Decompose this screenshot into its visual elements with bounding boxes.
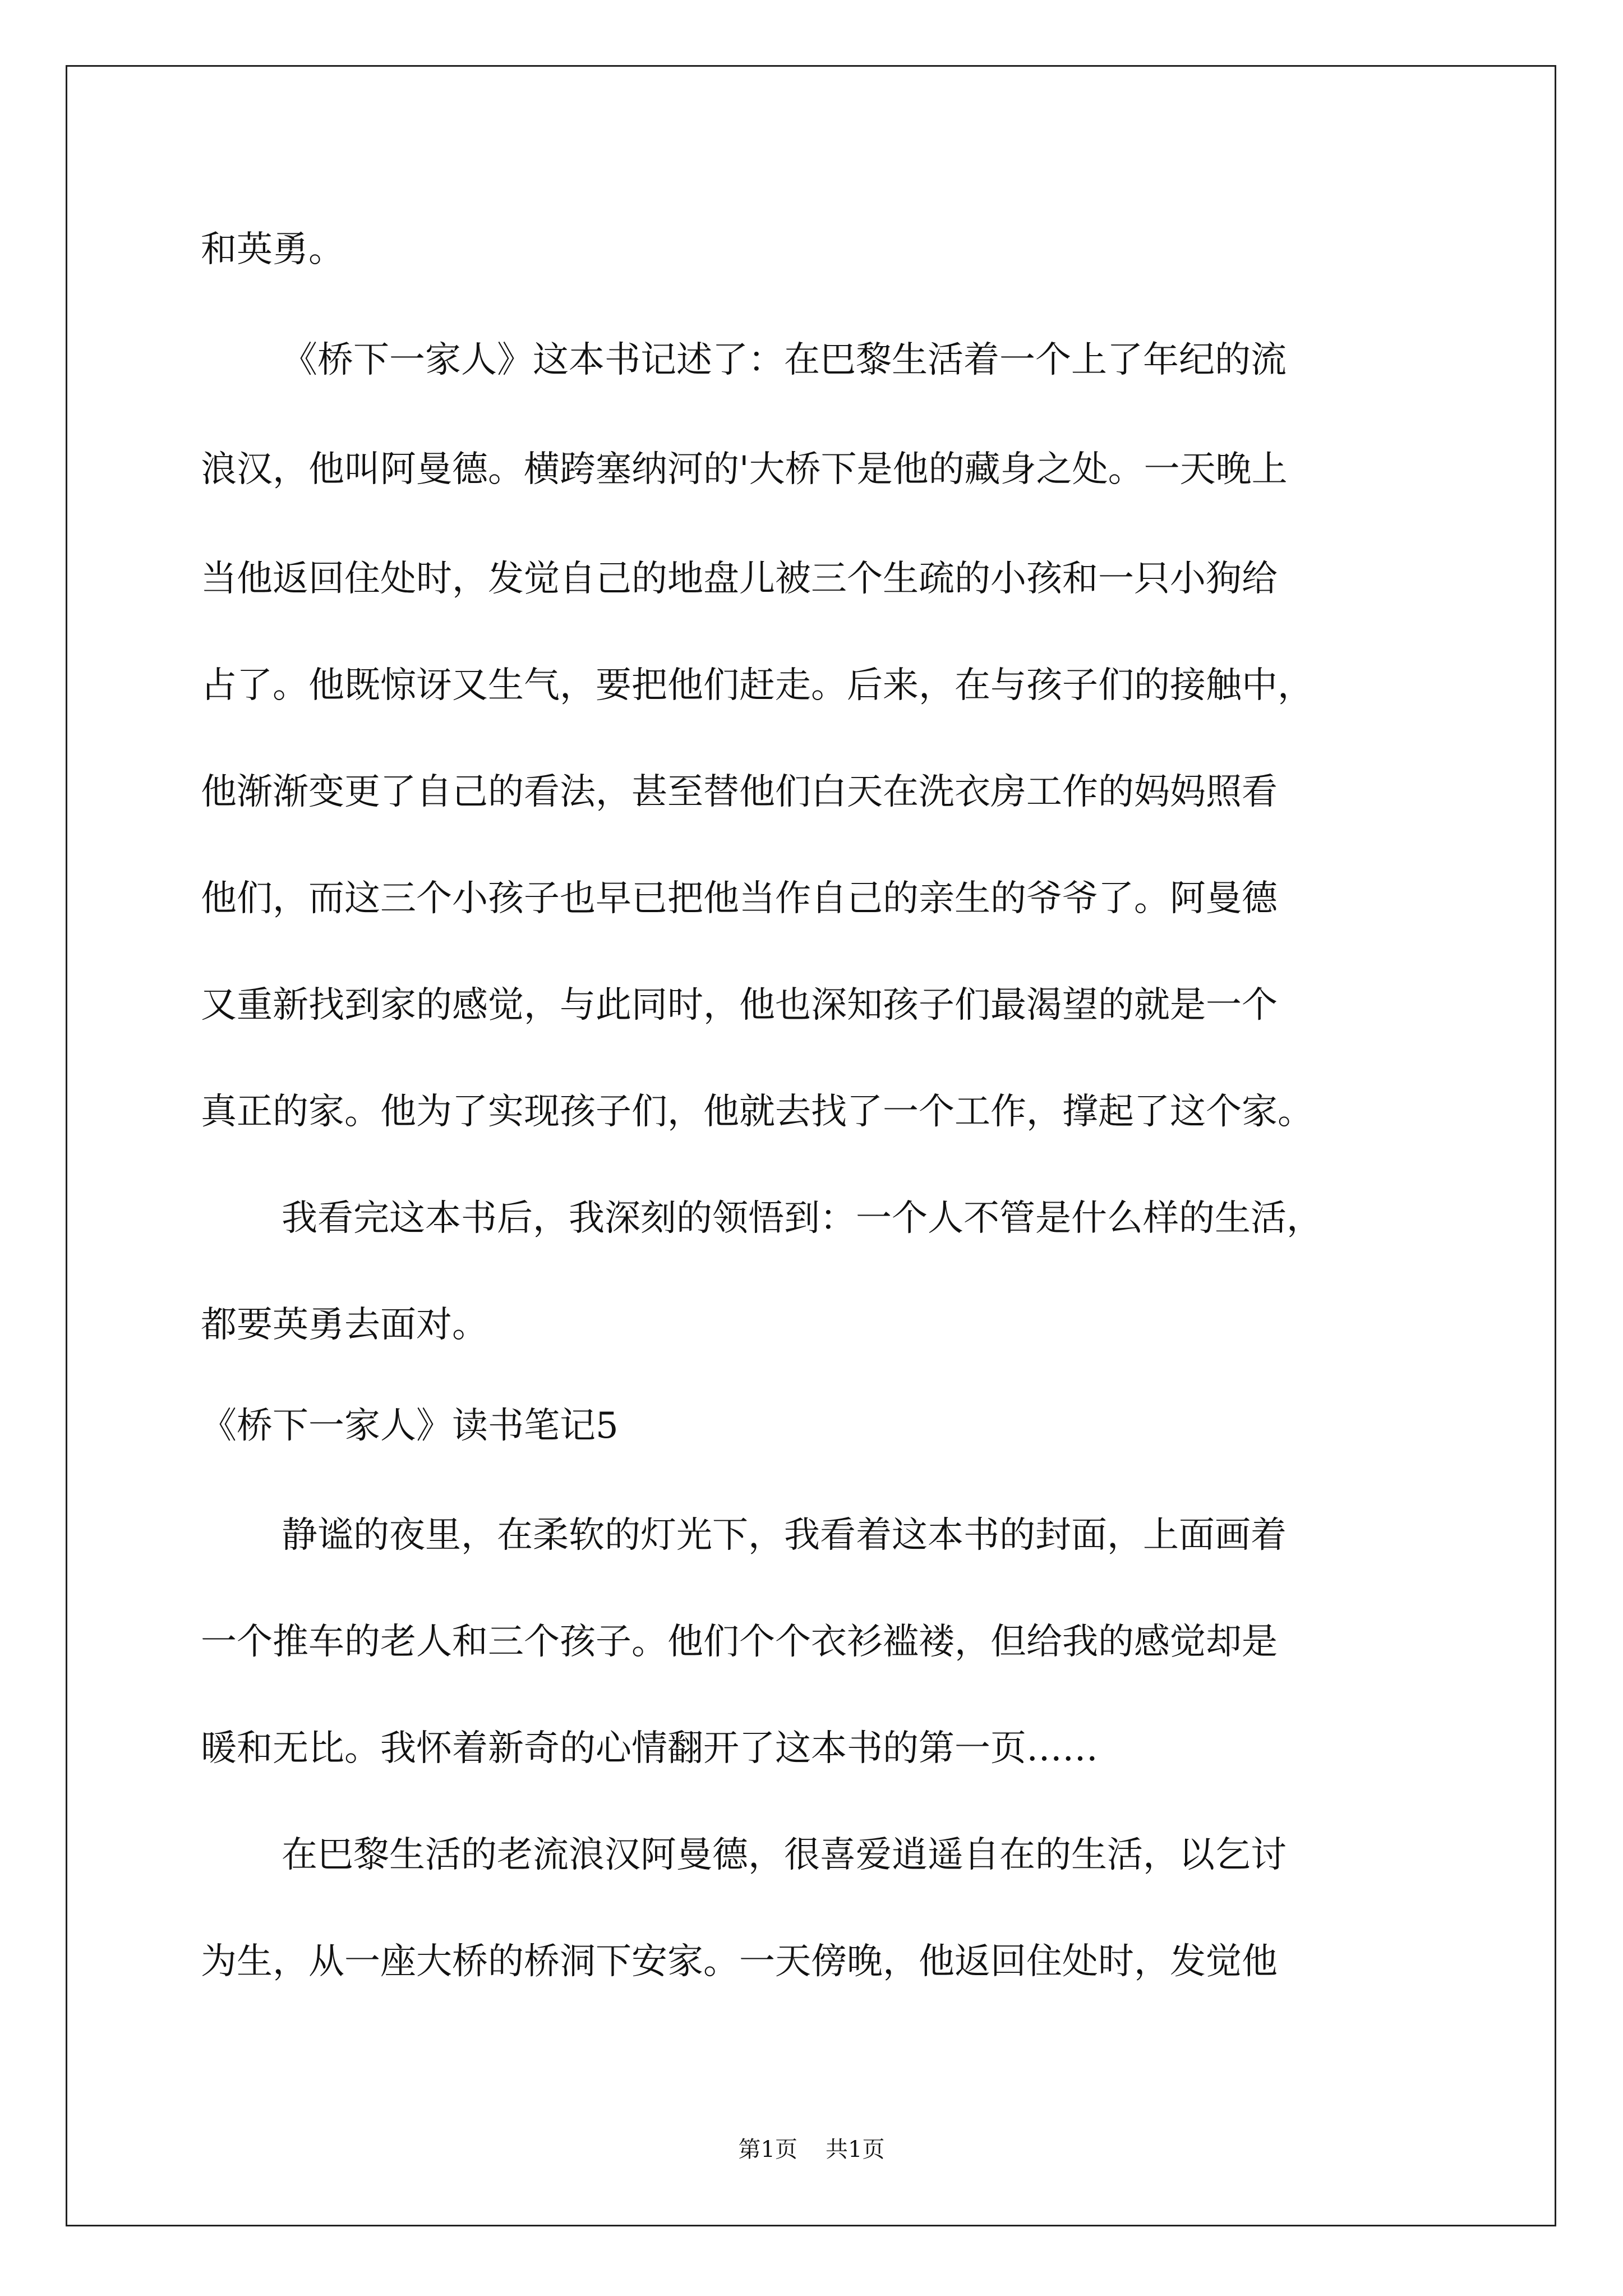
text-line: 他们，而这三个小孩子也早已把他当作自己的亲生的爷爷了。阿曼德 bbox=[201, 878, 1278, 919]
paragraph-line: 静谧的夜里，在柔软的灯光下，我看着这本书的封面，上面画着 bbox=[282, 1515, 1287, 1556]
paragraph-line: 我看完这本书后，我深刻的领悟到：一个人不管是什么样的生活， bbox=[282, 1198, 1322, 1239]
page-footer bbox=[0, 2132, 1623, 2164]
text-line: 当他返回住处时，发觉自己的地盘儿被三个生疏的小孩和一只小狗给 bbox=[201, 558, 1278, 600]
text-line: 都要英勇去面对。 bbox=[201, 1304, 488, 1346]
section-heading: 《桥下一家人》读书笔记5 bbox=[201, 1405, 619, 1447]
page-number: 第1页 bbox=[738, 2137, 797, 2162]
text-line: 浪汉，他叫阿曼德。横跨塞纳河的'大桥下是他的藏身之处。一天晚上 bbox=[201, 449, 1288, 490]
text-line: 一个推车的老人和三个孩子。他们个个衣衫褴褛，但给我的感觉却是 bbox=[201, 1621, 1278, 1663]
text-line: 真正的家。他为了实现孩子们，他就去找了一个工作，撑起了这个家。 bbox=[201, 1091, 1313, 1133]
text-line: 又重新找到家的感觉，与此同时，他也深知孩子们最渴望的就是一个 bbox=[201, 984, 1278, 1026]
text-line: 占了。他既惊讶又生气，要把他们赶走。后来，在与孩子们的接触中， bbox=[201, 665, 1313, 706]
paragraph-line: 《桥下一家人》这本书记述了：在巴黎生活着一个上了年纪的流 bbox=[282, 339, 1287, 381]
text-line: 为生，从一座大桥的桥洞下安家。一天傍晚，他返回住处时，发觉他 bbox=[201, 1941, 1278, 1982]
paragraph-line: 在巴黎生活的老流浪汉阿曼德，很喜爱逍遥自在的生活，以乞讨 bbox=[282, 1834, 1287, 1876]
text-line: 和英勇。 bbox=[201, 229, 344, 270]
text-line: 他渐渐变更了自己的看法，甚至替他们白天在洗衣房工作的妈妈照看 bbox=[201, 771, 1278, 813]
text-line: 暖和无比。我怀着新奇的心情翻开了这本书的第一页…… bbox=[201, 1728, 1098, 1769]
page-total: 共1页 bbox=[826, 2137, 885, 2162]
page-border bbox=[66, 65, 1556, 2226]
